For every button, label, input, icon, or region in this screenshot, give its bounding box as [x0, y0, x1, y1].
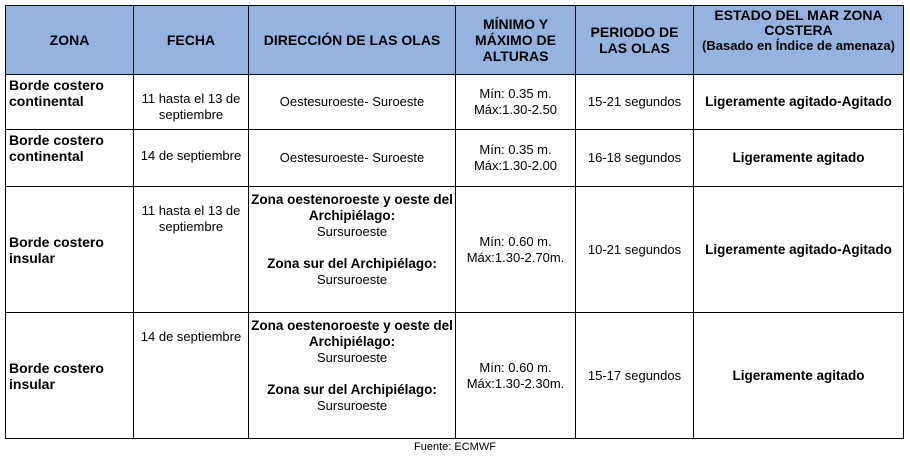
header-estado-title: ESTADO DEL MAR ZONA COSTERA	[714, 7, 883, 38]
header-estado	[694, 6, 904, 75]
direccion-zone-2: Zona sur del Archipiélago:	[267, 382, 437, 397]
table-row	[6, 130, 904, 187]
header-fecha: FECHA	[134, 6, 249, 75]
cell-direccion	[249, 313, 456, 439]
header-estado-subtitle: (Basado en Índice de amenaza)	[702, 38, 895, 53]
header-periodo: PERIODO DE LAS OLAS	[576, 6, 694, 75]
cell-alturas	[456, 313, 576, 439]
cell-alturas-max: Máx:1.30-2.50	[473, 102, 558, 117]
cell-periodo: 15-17 segundos	[576, 313, 694, 439]
cell-alturas-max: Máx:1.30-2.00	[473, 158, 558, 173]
cell-zona: Borde costero continental	[6, 130, 134, 187]
cell-alturas-min: Mín: 0.60 m.	[479, 359, 552, 375]
cell-alturas-min: Mín: 0.35 m.	[479, 86, 552, 101]
cell-direccion	[249, 187, 456, 313]
cell-zona: Borde costero continental	[6, 75, 134, 130]
direccion-value-1: Sursuroeste	[316, 350, 388, 365]
cell-alturas-max: Máx:1.30-2.30m.	[466, 375, 565, 391]
direccion-zone-2: Zona sur del Archipiélago:	[267, 256, 437, 271]
cell-zona: Borde costero insular	[6, 187, 134, 313]
table-row	[6, 313, 904, 439]
cell-estado: Ligeramente agitado-Agitado	[694, 187, 904, 313]
direccion-value-2: Sursuroeste	[316, 398, 388, 413]
table-row	[6, 187, 904, 313]
cell-fecha: 11 hasta el 13 de septiembre	[134, 187, 249, 313]
direccion-value-1: Sursuroeste	[316, 224, 388, 239]
header-alturas: MÍNIMO Y MÁXIMO DE ALTURAS	[456, 6, 576, 75]
cell-periodo: 10-21 segundos	[576, 187, 694, 313]
cell-alturas	[456, 75, 576, 130]
direccion-value-2: Sursuroeste	[316, 272, 388, 287]
source-caption: Fuente: ECMWF	[414, 441, 496, 453]
cell-estado: Ligeramente agitado-Agitado	[694, 75, 904, 130]
cell-periodo: 15-21 segundos	[576, 75, 694, 130]
header-zona: ZONA	[6, 6, 134, 75]
cell-periodo: 16-18 segundos	[576, 130, 694, 187]
cell-direccion: Oestesuroeste- Suroeste	[249, 130, 456, 187]
direccion-zone-1: Zona oestenoroeste y oeste del Archipiélago:	[251, 192, 453, 223]
table-header-row	[6, 6, 904, 75]
cell-direccion: Oestesuroeste- Suroeste	[249, 75, 456, 130]
cell-fecha: 14 de septiembre	[134, 130, 249, 187]
cell-fecha: 14 de septiembre	[134, 313, 249, 439]
cell-alturas	[456, 130, 576, 187]
cell-alturas-min: Mín: 0.35 m.	[479, 142, 552, 157]
cell-zona: Borde costero insular	[6, 313, 134, 439]
cell-alturas-max: Máx:1.30-2.70m.	[466, 249, 565, 265]
cell-alturas	[456, 187, 576, 313]
wave-forecast-table	[5, 5, 904, 439]
cell-estado: Ligeramente agitado	[694, 313, 904, 439]
cell-fecha: 11 hasta el 13 de septiembre	[134, 75, 249, 130]
table-row	[6, 75, 904, 130]
cell-estado: Ligeramente agitado	[694, 130, 904, 187]
cell-alturas-min: Mín: 0.60 m.	[479, 233, 552, 249]
direccion-zone-1: Zona oestenoroeste y oeste del Archipiélago:	[251, 318, 453, 349]
header-direccion: DIRECCIÓN DE LAS OLAS	[249, 6, 456, 75]
